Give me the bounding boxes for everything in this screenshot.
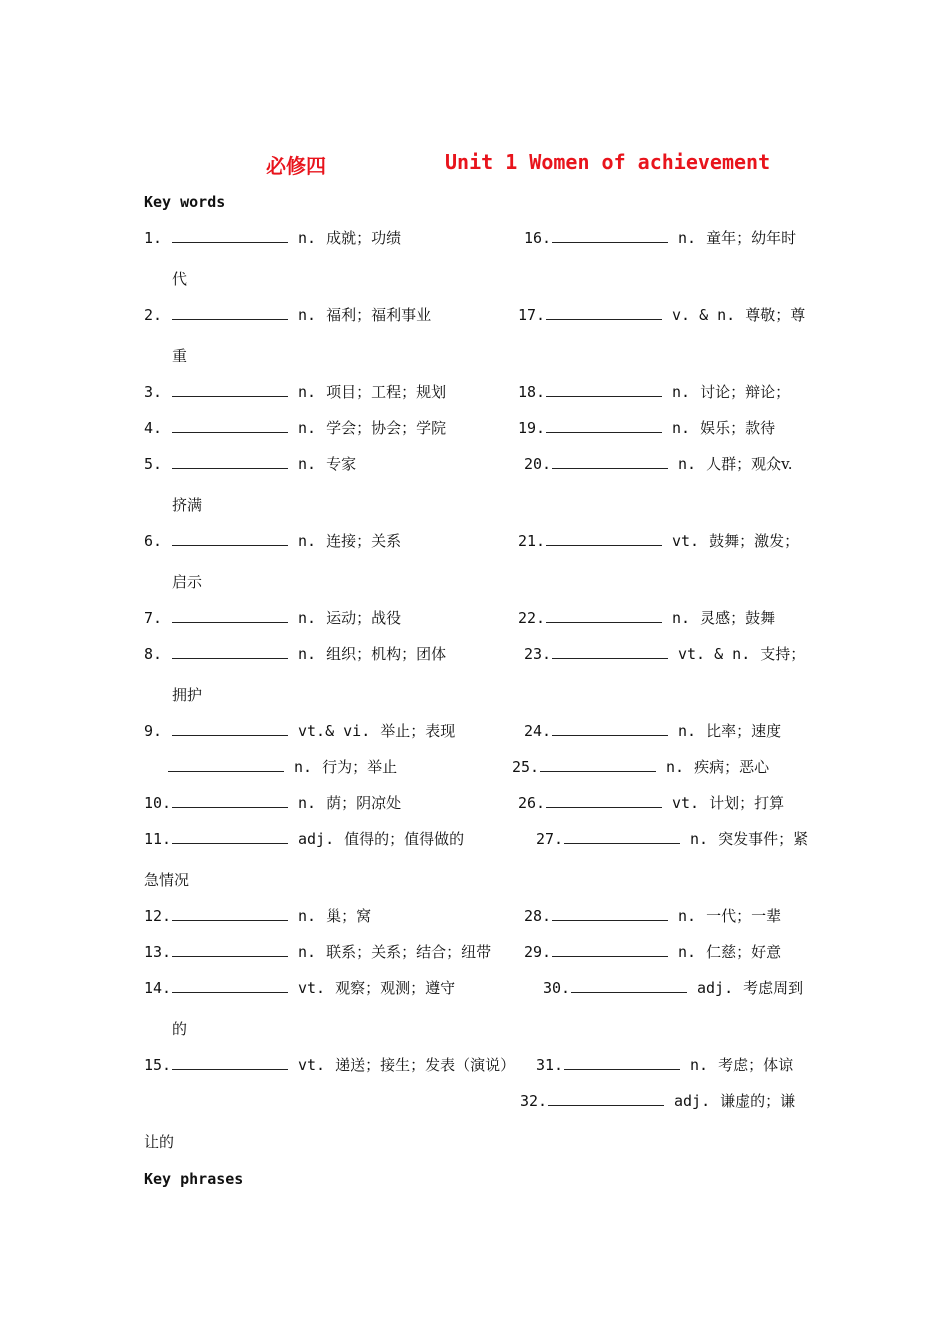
part-of-speech: n. bbox=[298, 532, 317, 550]
meaning-continuation: 急情况 bbox=[144, 871, 190, 889]
meaning: 一代；一辈 bbox=[706, 907, 782, 925]
part-of-speech: vt. bbox=[298, 1056, 326, 1074]
item-number: 31. bbox=[536, 1056, 564, 1074]
item-number: 10. bbox=[144, 794, 172, 812]
item-number: 18. bbox=[518, 383, 546, 401]
answer-blank[interactable] bbox=[172, 644, 288, 659]
meaning-continuation: 的 bbox=[172, 1020, 188, 1038]
meaning: 比率；速度 bbox=[706, 722, 782, 740]
part-of-speech: v. & n. bbox=[672, 306, 736, 324]
answer-blank[interactable] bbox=[552, 906, 668, 921]
meaning-continuation: 拥护 bbox=[172, 686, 203, 704]
part-of-speech: adj. bbox=[674, 1092, 711, 1110]
meaning: 联系；关系；结合；纽带 bbox=[326, 943, 492, 961]
answer-blank[interactable] bbox=[548, 1091, 664, 1106]
part-of-speech: n. bbox=[298, 229, 317, 247]
answer-blank[interactable] bbox=[172, 793, 288, 808]
vocab-item bbox=[524, 721, 781, 741]
meaning: 人群；观众v. bbox=[706, 455, 793, 473]
vocab-item bbox=[144, 608, 401, 628]
answer-blank[interactable] bbox=[564, 1055, 680, 1070]
item-number: 24. bbox=[524, 722, 552, 740]
meaning: 福利；福利事业 bbox=[326, 306, 432, 324]
item-number: 14. bbox=[144, 979, 172, 997]
part-of-speech: adj. bbox=[697, 979, 734, 997]
item-number: 9. bbox=[144, 722, 163, 740]
item-number: 8. bbox=[144, 645, 163, 663]
answer-blank[interactable] bbox=[172, 382, 288, 397]
meaning: 谦虚的；谦 bbox=[720, 1092, 796, 1110]
vocab-item bbox=[543, 978, 803, 998]
section-key-phrases: Key phrases bbox=[144, 1170, 244, 1188]
meaning: 考虑周到 bbox=[743, 979, 804, 997]
meaning: 灵感；鼓舞 bbox=[700, 609, 776, 627]
meaning: 递送；接生；发表（演说） bbox=[335, 1056, 516, 1074]
vocab-item bbox=[144, 906, 371, 926]
item-number: 19. bbox=[518, 419, 546, 437]
meaning: 巢；窝 bbox=[326, 907, 372, 925]
answer-blank[interactable] bbox=[546, 418, 662, 433]
part-of-speech: vt. bbox=[672, 532, 700, 550]
part-of-speech: vt. & n. bbox=[678, 645, 751, 663]
answer-blank[interactable] bbox=[552, 721, 668, 736]
vocab-item bbox=[144, 721, 455, 741]
vocab-item bbox=[144, 305, 431, 325]
vocab-item bbox=[524, 454, 793, 474]
vocab-item bbox=[144, 978, 455, 998]
item-number: 26. bbox=[518, 794, 546, 812]
part-of-speech: n. bbox=[298, 383, 317, 401]
part-of-speech: n. bbox=[678, 229, 697, 247]
answer-blank[interactable] bbox=[172, 942, 288, 957]
meaning: 连接；关系 bbox=[326, 532, 402, 550]
part-of-speech: n. bbox=[672, 609, 691, 627]
vocab-item bbox=[144, 228, 401, 248]
answer-blank[interactable] bbox=[571, 978, 687, 993]
meaning: 突发事件；紧 bbox=[718, 830, 809, 848]
item-number: 3. bbox=[144, 383, 163, 401]
part-of-speech: n. bbox=[678, 455, 697, 473]
part-of-speech: n. bbox=[298, 419, 317, 437]
meaning: 组织；机构；团体 bbox=[326, 645, 447, 663]
meaning: 讨论；辩论； bbox=[700, 383, 791, 401]
item-number: 17. bbox=[518, 306, 546, 324]
meaning-continuation: 代 bbox=[172, 270, 188, 288]
meaning: 值得的；值得做的 bbox=[344, 830, 465, 848]
item-number: 28. bbox=[524, 907, 552, 925]
vocab-item bbox=[168, 757, 397, 777]
vocab-item bbox=[536, 829, 808, 849]
item-number: 7. bbox=[144, 609, 163, 627]
item-number: 1. bbox=[144, 229, 163, 247]
part-of-speech: n. bbox=[678, 907, 697, 925]
answer-blank[interactable] bbox=[172, 454, 288, 469]
part-of-speech: n. bbox=[298, 645, 317, 663]
item-number: 5. bbox=[144, 455, 163, 473]
item-number: 29. bbox=[524, 943, 552, 961]
answer-blank[interactable] bbox=[546, 305, 662, 320]
answer-blank[interactable] bbox=[172, 721, 288, 736]
meaning: 学会；协会；学院 bbox=[326, 419, 447, 437]
part-of-speech: n. bbox=[690, 830, 709, 848]
item-number: 15. bbox=[144, 1056, 172, 1074]
answer-blank[interactable] bbox=[552, 942, 668, 957]
vocab-item bbox=[144, 382, 446, 402]
meaning-continuation: 重 bbox=[172, 347, 188, 365]
item-number: 4. bbox=[144, 419, 163, 437]
part-of-speech: n. bbox=[298, 943, 317, 961]
answer-blank[interactable] bbox=[540, 757, 656, 772]
meaning: 娱乐；款待 bbox=[700, 419, 776, 437]
answer-blank[interactable] bbox=[172, 906, 288, 921]
answer-blank[interactable] bbox=[172, 305, 288, 320]
answer-blank[interactable] bbox=[172, 1055, 288, 1070]
part-of-speech: vt. bbox=[298, 979, 326, 997]
meaning-continuation: 挤满 bbox=[172, 496, 203, 514]
vocab-item bbox=[518, 305, 805, 325]
vocab-item bbox=[144, 531, 401, 551]
answer-blank[interactable] bbox=[564, 829, 680, 844]
answer-blank[interactable] bbox=[172, 228, 288, 243]
meaning: 观察；观测；遵守 bbox=[335, 979, 456, 997]
part-of-speech: n. bbox=[666, 758, 685, 776]
meaning-continuation: 启示 bbox=[172, 573, 203, 591]
vocab-item bbox=[518, 382, 790, 402]
meaning: 疾病；恶心 bbox=[694, 758, 770, 776]
part-of-speech: n. bbox=[672, 419, 691, 437]
item-number: 27. bbox=[536, 830, 564, 848]
vocab-item bbox=[512, 757, 769, 777]
answer-blank[interactable] bbox=[546, 531, 662, 546]
vocab-item bbox=[524, 942, 781, 962]
answer-blank[interactable] bbox=[172, 829, 288, 844]
item-number: 16. bbox=[524, 229, 552, 247]
item-number: 6. bbox=[144, 532, 163, 550]
vocab-item bbox=[144, 942, 491, 962]
vocab-item bbox=[520, 1091, 795, 1111]
part-of-speech: n. bbox=[678, 943, 697, 961]
part-of-speech: n. bbox=[298, 455, 317, 473]
meaning: 荫；阴凉处 bbox=[326, 794, 402, 812]
meaning: 考虑；体谅 bbox=[718, 1056, 794, 1074]
item-number: 20. bbox=[524, 455, 552, 473]
vocab-item bbox=[524, 906, 781, 926]
part-of-speech: vt. bbox=[672, 794, 700, 812]
part-of-speech: n. bbox=[298, 907, 317, 925]
meaning: 成就；功绩 bbox=[326, 229, 402, 247]
item-number: 21. bbox=[518, 532, 546, 550]
meaning: 鼓舞；激发； bbox=[709, 532, 800, 550]
part-of-speech: n. bbox=[672, 383, 691, 401]
vocab-item bbox=[144, 644, 446, 664]
vocab-item bbox=[144, 829, 464, 849]
vocab-item bbox=[144, 1055, 515, 1075]
answer-blank[interactable] bbox=[546, 382, 662, 397]
vocab-item bbox=[518, 418, 775, 438]
answer-blank[interactable] bbox=[172, 418, 288, 433]
title-cn: 必修四 bbox=[266, 154, 326, 178]
vocab-item bbox=[536, 1055, 793, 1075]
part-of-speech: n. bbox=[298, 306, 317, 324]
answer-blank[interactable] bbox=[546, 793, 662, 808]
section-key-words: Key words bbox=[144, 193, 226, 211]
part-of-speech: n. bbox=[690, 1056, 709, 1074]
meaning: 行为；举止 bbox=[322, 758, 398, 776]
answer-blank[interactable] bbox=[546, 608, 662, 623]
meaning: 仁慈；好意 bbox=[706, 943, 782, 961]
item-number: 25. bbox=[512, 758, 540, 776]
answer-blank[interactable] bbox=[168, 757, 284, 772]
meaning: 尊敬；尊 bbox=[745, 306, 806, 324]
vocab-item bbox=[518, 793, 784, 813]
item-number: 12. bbox=[144, 907, 172, 925]
vocab-item bbox=[518, 531, 799, 551]
answer-blank[interactable] bbox=[552, 454, 668, 469]
part-of-speech: n. bbox=[298, 609, 317, 627]
item-number: 23. bbox=[524, 645, 552, 663]
item-number: 30. bbox=[543, 979, 571, 997]
answer-blank[interactable] bbox=[172, 608, 288, 623]
item-number: 13. bbox=[144, 943, 172, 961]
answer-blank[interactable] bbox=[552, 644, 668, 659]
vocab-item bbox=[524, 644, 805, 664]
item-number: 22. bbox=[518, 609, 546, 627]
meaning: 童年；幼年时 bbox=[706, 229, 797, 247]
item-number: 32. bbox=[520, 1092, 548, 1110]
answer-blank[interactable] bbox=[172, 531, 288, 546]
item-number: 2. bbox=[144, 306, 163, 324]
part-of-speech: vt.& vi. bbox=[298, 722, 371, 740]
vocab-item bbox=[144, 793, 401, 813]
vocab-item bbox=[144, 418, 446, 438]
part-of-speech: n. bbox=[298, 794, 317, 812]
part-of-speech: n. bbox=[294, 758, 313, 776]
answer-blank[interactable] bbox=[172, 978, 288, 993]
vocab-item bbox=[518, 608, 775, 628]
title-en: Unit 1 Women of achievement bbox=[445, 150, 771, 174]
vocab-item bbox=[144, 454, 356, 474]
meaning: 项目；工程；规划 bbox=[326, 383, 447, 401]
part-of-speech: n. bbox=[678, 722, 697, 740]
vocab-item bbox=[524, 228, 796, 248]
item-number: 11. bbox=[144, 830, 172, 848]
answer-blank[interactable] bbox=[552, 228, 668, 243]
meaning: 计划；打算 bbox=[709, 794, 785, 812]
meaning: 运动；战役 bbox=[326, 609, 402, 627]
meaning: 举止；表现 bbox=[380, 722, 456, 740]
part-of-speech: adj. bbox=[298, 830, 335, 848]
meaning: 支持； bbox=[760, 645, 806, 663]
meaning-continuation: 让的 bbox=[144, 1133, 175, 1151]
meaning: 专家 bbox=[326, 455, 357, 473]
